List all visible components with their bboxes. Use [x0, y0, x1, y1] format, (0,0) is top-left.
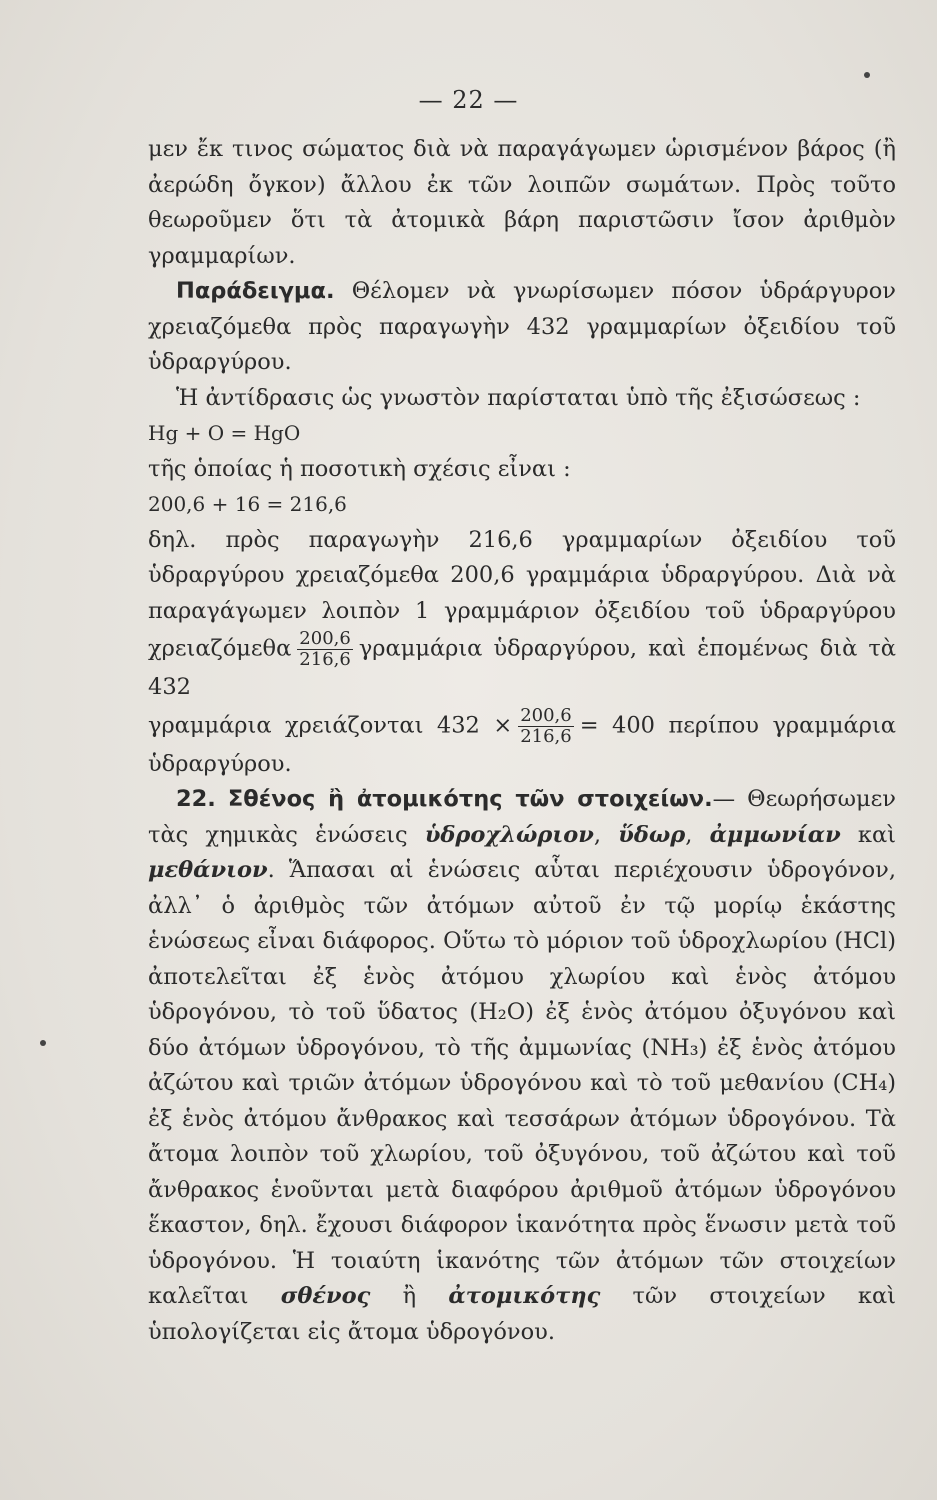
result-text-2: = 400 περίπου γραμμάρια ὑδραργύρου.	[148, 712, 896, 777]
section-text-1: — Θεωρήσωμεν τὰς χημικὰς ἑνώσεις	[148, 786, 896, 848]
section-title: Σθένος ἢ ἀτομικότης τῶν στοιχείων.	[227, 786, 713, 812]
calc-text: δηλ. πρὸς παραγωγὴν 216,6 γραμμαρίων ὀξειδίου τοῦ ὑδραργύρου χρειαζόμεθα 200,6 γραμμάρια ὑδραργύρου. Διὰ νὰ παραγάγωμεν λοιπὸν 1 γραμμάριον ὀξειδίου τοῦ ὑδραργύρου χρειαζόμεθα	[148, 526, 896, 662]
term-methane: μεθάνιον	[148, 857, 268, 883]
section-number: 22.	[176, 786, 216, 812]
fraction-1-numerator: 200,6	[299, 628, 351, 649]
separator: ,	[593, 821, 619, 848]
separator: ,	[685, 821, 710, 848]
result-paragraph	[148, 706, 896, 783]
fraction-1-denominator: 216,6	[299, 649, 351, 670]
reaction-intro: Ἡ ἀντίδρασις ὡς γνωστὸν παρίσταται ὑπὸ τῆς ἐξισώσεως :	[176, 384, 861, 411]
conjunction: καὶ	[840, 821, 896, 848]
print-speck	[864, 72, 870, 78]
calc-text-2: γραμμάρια ὑδραργύρου, καὶ ἑπομένως διὰ τὰ 432	[148, 635, 896, 700]
example-paragraph	[148, 274, 896, 381]
term-valence: σθένος	[280, 1283, 371, 1309]
paragraph-continuation: μεν ἔκ τινος σώματος διὰ νὰ παραγάγωμεν ὡρισμένον βάρος (ἢ ἀερώδη ὄγκον) ἄλλου ἐκ τῶν λοιπῶν σωμάτων. Πρὸς τοῦτο θεωροῦμεν ὅτι τὰ ἀτομικὰ βάρη παριστῶσιν ἴσον ἀριθμὸν γραμμαρίων.	[148, 136, 896, 269]
print-speck	[40, 1040, 46, 1046]
quantity-intro: τῆς ὁποίας ἡ ποσοτικὴ σχέσις εἶναι :	[148, 455, 571, 482]
example-label: Παράδειγμα.	[176, 278, 335, 304]
result-text-1: γραμμάρια χρειάζονται 432 ×	[148, 712, 513, 738]
fraction-2-denominator: 216,6	[520, 725, 572, 747]
fraction-2-numerator: 200,6	[520, 704, 572, 726]
term-ammonia: ἀμμωνίαν	[709, 821, 841, 848]
section-text-2: . Ἅπασαι αἱ ἑνώσεις αὗται περιέχουσιν ὑδρογόνον, ἀλλ᾽ ὁ ἀριθμὸς τῶν ἀτόμων αὐτοῦ ἐν τῷ μορίῳ ἑκάστης ἑνώσεως εἶναι διάφορος. Οὕτω τὸ μόριον τοῦ ὑδροχλωρίου (HCl) ἀποτελεῖται ἐξ ἑνὸς ἀτόμου χλωρίου καὶ ἑνὸς ἀτόμου ὑδρογόνου, τὸ τοῦ ὕδατος (H₂O) ἐξ ἑνὸς ἀτόμου ὀξυγόνου καὶ δύο ἀτόμων ὑδρογόνου, τὸ τῆς ἀμμωνίας (NH₃) ἐξ ἑνὸς ἀτόμου ἀζώτου καὶ τριῶν ἀτόμων ὑδρογόνου καὶ τὸ τοῦ μεθανίου (CH₄) ἐξ ἑνὸς ἀτόμου ἄνθρακος καὶ τεσσάρων ἀτόμων ὑδρογόνου. Τὰ ἄτομα λοιπὸν τοῦ χλωρίου, τοῦ ὀξυγόνου, τοῦ ἀζώτου καὶ τοῦ ἄνθρακος ἑνοῦνται μετὰ διαφόρου ἀριθμοῦ ἀτόμων ὑδρογόνου ἕκαστον, δηλ. ἔχουσι διάφορον ἱκανότητα πρὸς ἕνωσιν μετὰ τοῦ ὑδρογόνου. Ἡ τοιαύτη ἱκανότης τῶν ἀτόμων τῶν στοιχείων καλεῖται	[148, 857, 896, 1309]
conjunction-or: ἢ	[370, 1283, 449, 1309]
equation-quantities: 200,6 + 16 = 216,6	[148, 492, 347, 516]
term-water: ὕδωρ	[618, 821, 686, 848]
fraction-1	[297, 629, 353, 670]
calculation-paragraph	[148, 523, 896, 706]
fraction-2	[518, 706, 574, 747]
term-hydrochloride: ὑδροχλώριον	[424, 821, 594, 848]
body-text	[148, 132, 896, 1350]
equation-reaction: Hg + O = HgO	[148, 421, 301, 445]
example-text: Θέλομεν νὰ γνωρίσωμεν πόσον ὑδράργυρον χρειαζόμεθα πρὸς παραγωγὴν 432 γραμμαρίων ὀξειδίου τοῦ ὑδραργύρου.	[148, 278, 896, 375]
section-paragraph	[148, 782, 896, 1350]
section-text-3: τῶν στοιχείων καὶ ὑπολογίζεται εἰς ἄτομα ὑδρογόνου.	[148, 1283, 896, 1345]
term-atomicity: ἀτομικότης	[448, 1283, 601, 1309]
page-number: — 22 —	[418, 86, 519, 114]
